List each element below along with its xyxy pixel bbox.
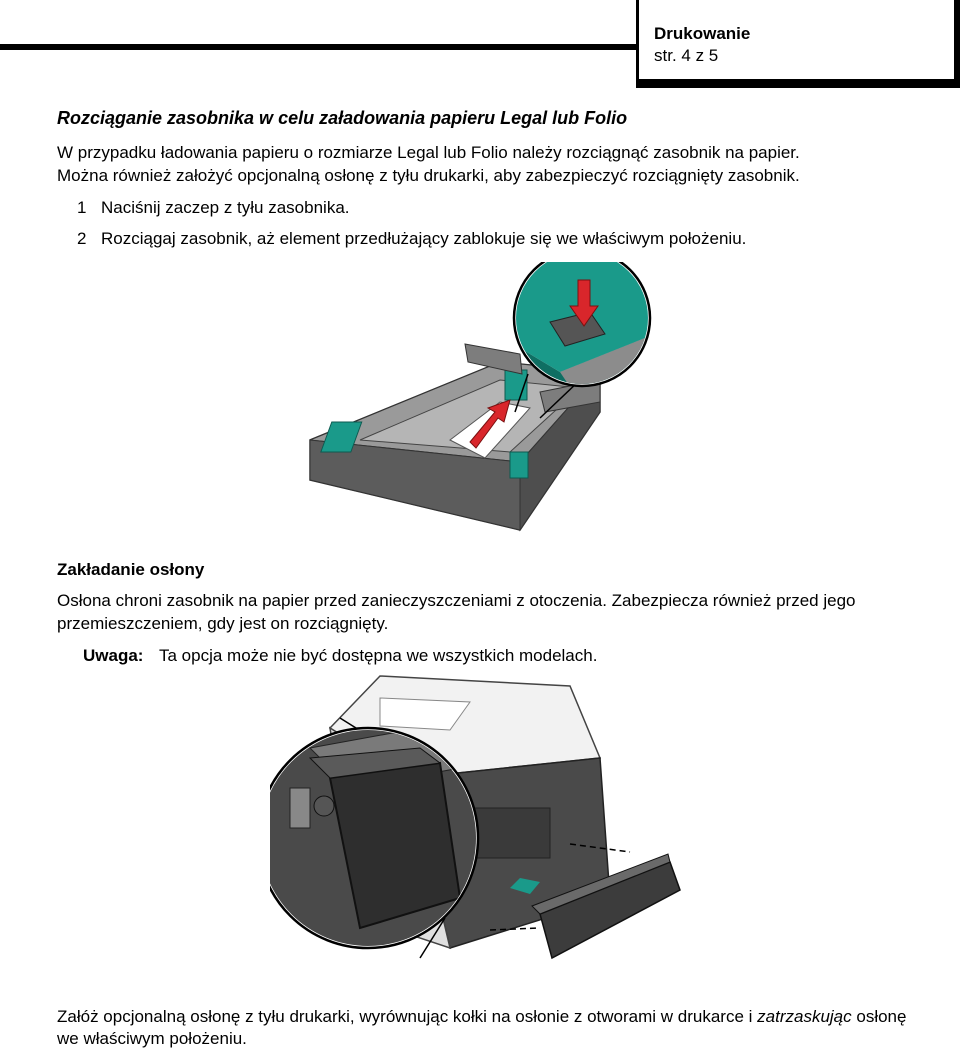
header-page-number: str. 4 z 5 <box>654 46 719 65</box>
tray-illustration <box>300 262 660 540</box>
section1-intro-line1: W przypadku ładowania papieru o rozmiarze Legal lub Folio należy rozciągnąć zasobnik na papier. <box>57 143 800 162</box>
step-1-number: 1 <box>77 198 87 217</box>
step-1-text: Naciśnij zaczep z tyłu zasobnika. <box>101 198 350 217</box>
step-2-text: Rozciągaj zasobnik, aż element przedłużający zablokuje się we właściwym położeniu. <box>101 229 747 248</box>
final-line1-emphasis: zatrzaskując <box>757 1007 852 1026</box>
note-text: Ta opcja może nie być dostępna we wszystkich modelach. <box>159 646 598 665</box>
final-line2: we właściwym położeniu. <box>57 1029 247 1048</box>
step-1 <box>57 196 350 219</box>
header-section-title: Drukowanie <box>654 24 751 43</box>
final-line1-end: osłonę <box>851 1007 907 1026</box>
header-box <box>636 0 960 88</box>
header-rule <box>0 44 636 50</box>
note-label: Uwaga: <box>83 646 144 665</box>
step-2-number: 2 <box>77 229 87 248</box>
final-line1 <box>57 1005 906 1028</box>
final-line1-start: Załóż opcjonalną osłonę z tyłu drukarki, wyrównując kołki na osłonie z otworami w drukarce i <box>57 1007 758 1026</box>
printer-cover-illustration <box>270 668 690 986</box>
section1-intro-line2: Można również założyć opcjonalną osłonę z tyłu drukarki, aby zabezpieczyć rozciągnięty zasobnik. <box>57 166 800 185</box>
section2-body-line2: przemieszczeniem, gdy jest on rozciągnięty. <box>57 614 389 633</box>
section1-title: Rozciąganie zasobnika w celu załadowania papieru Legal lub Folio <box>57 108 628 128</box>
note <box>83 644 597 667</box>
step-2 <box>57 227 746 250</box>
section2-title: Zakładanie osłony <box>57 560 205 579</box>
section2-body-line1: Osłona chroni zasobnik na papier przed zanieczyszczeniami z otoczenia. Zabezpiecza również przed jego <box>57 591 856 610</box>
